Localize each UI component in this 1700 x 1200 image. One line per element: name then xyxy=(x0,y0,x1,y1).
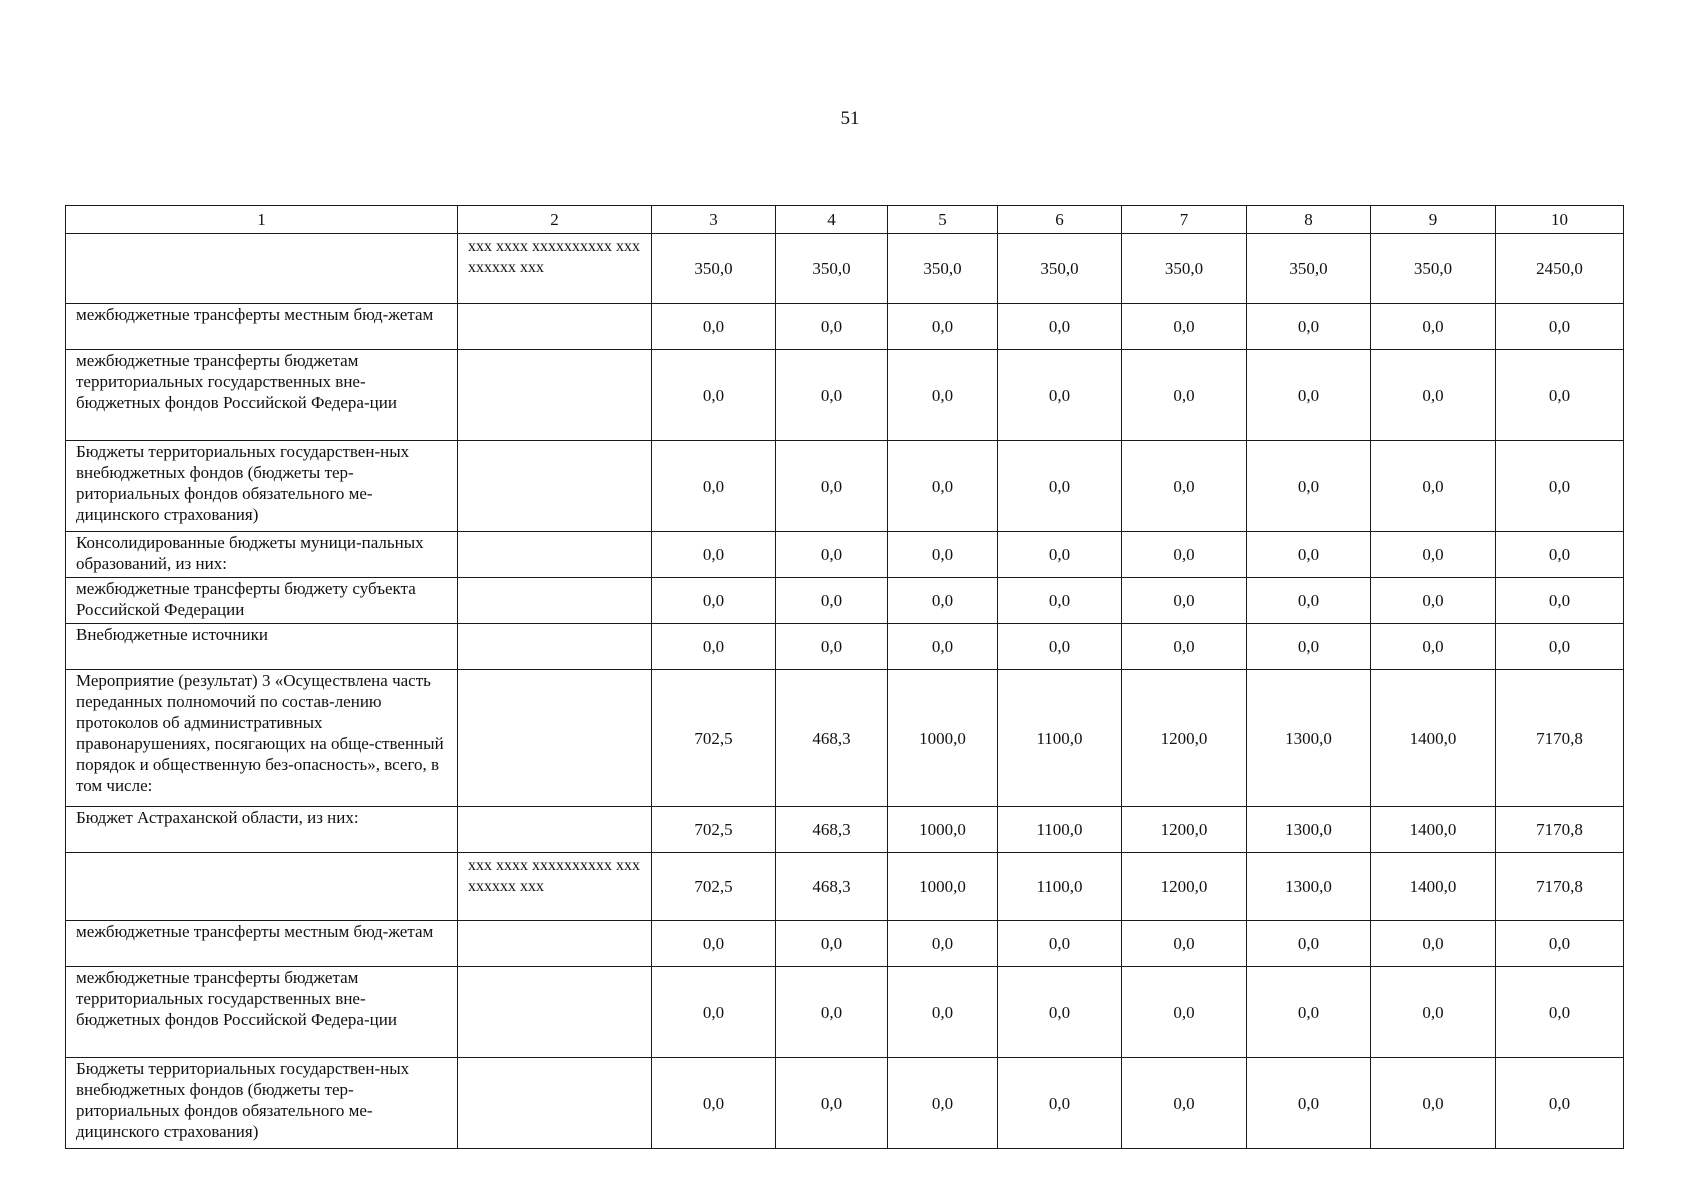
budget-code xyxy=(458,624,652,670)
total-cell: 0,0 xyxy=(1496,921,1624,967)
value-cell: 0,0 xyxy=(888,441,998,532)
total-cell: 0,0 xyxy=(1496,441,1624,532)
row-name: Бюджеты территориальных государствен-ных внебюджетных фондов (бюджеты тер-риториальных фондов обязательного ме-дицинского страхования) xyxy=(66,1058,458,1149)
value-cell: 0,0 xyxy=(888,350,998,441)
budget-code xyxy=(458,967,652,1058)
value-cell: 0,0 xyxy=(1122,1058,1247,1149)
value-cell: 0,0 xyxy=(1122,304,1247,350)
value-cell: 1300,0 xyxy=(1247,853,1371,921)
total-cell: 2450,0 xyxy=(1496,234,1624,304)
value-cell: 0,0 xyxy=(1247,441,1371,532)
value-cell: 0,0 xyxy=(1122,624,1247,670)
value-cell: 0,0 xyxy=(998,967,1122,1058)
value-cell: 0,0 xyxy=(776,578,888,624)
row-name: Бюджеты территориальных государствен-ных внебюджетных фондов (бюджеты тер-риториальных фондов обязательного ме-дицинского страхования) xyxy=(66,441,458,532)
value-cell: 1200,0 xyxy=(1122,670,1247,807)
budget-code xyxy=(458,350,652,441)
value-cell: 350,0 xyxy=(998,234,1122,304)
table-row xyxy=(66,921,1624,967)
value-cell: 0,0 xyxy=(998,304,1122,350)
value-cell: 350,0 xyxy=(1371,234,1496,304)
table-row xyxy=(66,1058,1624,1149)
value-cell: 0,0 xyxy=(1371,921,1496,967)
value-cell: 1400,0 xyxy=(1371,807,1496,853)
value-cell: 0,0 xyxy=(998,624,1122,670)
budget-code xyxy=(458,304,652,350)
value-cell: 468,3 xyxy=(776,807,888,853)
table-row xyxy=(66,670,1624,807)
column-header: 9 xyxy=(1371,206,1496,234)
column-header: 2 xyxy=(458,206,652,234)
value-cell: 0,0 xyxy=(652,967,776,1058)
budget-code xyxy=(458,670,652,807)
total-cell: 0,0 xyxy=(1496,624,1624,670)
budget-code xyxy=(458,532,652,578)
total-cell: 0,0 xyxy=(1496,1058,1624,1149)
value-cell: 468,3 xyxy=(776,670,888,807)
value-cell: 0,0 xyxy=(998,441,1122,532)
value-cell: 0,0 xyxy=(1122,967,1247,1058)
table-row xyxy=(66,967,1624,1058)
value-cell: 0,0 xyxy=(1247,532,1371,578)
budget-table xyxy=(65,205,1624,1149)
value-cell: 1400,0 xyxy=(1371,853,1496,921)
value-cell: 0,0 xyxy=(776,1058,888,1149)
value-cell: 0,0 xyxy=(1371,304,1496,350)
value-cell: 0,0 xyxy=(888,921,998,967)
value-cell: 1100,0 xyxy=(998,807,1122,853)
value-cell: 0,0 xyxy=(652,304,776,350)
column-header: 8 xyxy=(1247,206,1371,234)
value-cell: 0,0 xyxy=(1122,350,1247,441)
value-cell: 0,0 xyxy=(1371,532,1496,578)
value-cell: 0,0 xyxy=(888,578,998,624)
table-row xyxy=(66,350,1624,441)
row-name: межбюджетные трансферты бюджетам территориальных государственных вне-бюджетных фондов Российской Федера-ции xyxy=(66,967,458,1058)
table-row xyxy=(66,532,1624,578)
value-cell: 350,0 xyxy=(1247,234,1371,304)
column-header: 1 xyxy=(66,206,458,234)
value-cell: 1300,0 xyxy=(1247,670,1371,807)
value-cell: 0,0 xyxy=(888,1058,998,1149)
value-cell: 0,0 xyxy=(1371,441,1496,532)
column-header: 6 xyxy=(998,206,1122,234)
value-cell: 0,0 xyxy=(998,532,1122,578)
total-cell: 7170,8 xyxy=(1496,853,1624,921)
value-cell: 0,0 xyxy=(888,967,998,1058)
table-row xyxy=(66,853,1624,921)
value-cell: 0,0 xyxy=(998,921,1122,967)
value-cell: 0,0 xyxy=(776,350,888,441)
value-cell: 0,0 xyxy=(776,921,888,967)
table-row xyxy=(66,578,1624,624)
column-header: 10 xyxy=(1496,206,1624,234)
total-cell: 0,0 xyxy=(1496,532,1624,578)
value-cell: 350,0 xyxy=(888,234,998,304)
value-cell: 0,0 xyxy=(652,921,776,967)
total-cell: 7170,8 xyxy=(1496,807,1624,853)
value-cell: 468,3 xyxy=(776,853,888,921)
value-cell: 0,0 xyxy=(652,441,776,532)
value-cell: 1300,0 xyxy=(1247,807,1371,853)
budget-code: xxx xxxx xxxxxxxxxx xxx xxxxxx xxx xyxy=(458,234,652,304)
value-cell: 0,0 xyxy=(888,624,998,670)
value-cell: 0,0 xyxy=(998,350,1122,441)
value-cell: 0,0 xyxy=(1371,1058,1496,1149)
value-cell: 0,0 xyxy=(652,1058,776,1149)
value-cell: 702,5 xyxy=(652,853,776,921)
value-cell: 0,0 xyxy=(776,624,888,670)
table-row xyxy=(66,441,1624,532)
value-cell: 0,0 xyxy=(1247,624,1371,670)
value-cell: 0,0 xyxy=(1247,578,1371,624)
value-cell: 1400,0 xyxy=(1371,670,1496,807)
total-cell: 0,0 xyxy=(1496,350,1624,441)
value-cell: 0,0 xyxy=(776,532,888,578)
table-row xyxy=(66,807,1624,853)
value-cell: 0,0 xyxy=(1247,967,1371,1058)
value-cell: 0,0 xyxy=(776,441,888,532)
value-cell: 0,0 xyxy=(1371,578,1496,624)
value-cell: 702,5 xyxy=(652,670,776,807)
value-cell: 0,0 xyxy=(1371,350,1496,441)
value-cell: 702,5 xyxy=(652,807,776,853)
row-name xyxy=(66,853,458,921)
total-cell: 0,0 xyxy=(1496,967,1624,1058)
value-cell: 0,0 xyxy=(1122,578,1247,624)
value-cell: 0,0 xyxy=(652,350,776,441)
value-cell: 0,0 xyxy=(1247,1058,1371,1149)
value-cell: 1000,0 xyxy=(888,670,998,807)
value-cell: 0,0 xyxy=(998,578,1122,624)
table-row xyxy=(66,624,1624,670)
value-cell: 0,0 xyxy=(1122,532,1247,578)
value-cell: 0,0 xyxy=(776,304,888,350)
value-cell: 350,0 xyxy=(776,234,888,304)
budget-code: xxx xxxx xxxxxxxxxx xxx xxxxxx xxx xyxy=(458,853,652,921)
total-cell: 0,0 xyxy=(1496,578,1624,624)
value-cell: 0,0 xyxy=(776,967,888,1058)
value-cell: 1100,0 xyxy=(998,853,1122,921)
budget-code xyxy=(458,921,652,967)
budget-code xyxy=(458,441,652,532)
value-cell: 0,0 xyxy=(1247,350,1371,441)
row-name: Внебюджетные источники xyxy=(66,624,458,670)
value-cell: 0,0 xyxy=(1371,624,1496,670)
table-row xyxy=(66,234,1624,304)
row-name: Мероприятие (результат) 3 «Осуществлена часть переданных полномочий по состав-лению протоколов об административных правонарушениях, посягающих на обще-ственный порядок и общественную без-опасность», всего, в том числе: xyxy=(66,670,458,807)
value-cell: 0,0 xyxy=(652,624,776,670)
total-cell: 7170,8 xyxy=(1496,670,1624,807)
budget-code xyxy=(458,1058,652,1149)
row-name: Бюджет Астраханской области, из них: xyxy=(66,807,458,853)
value-cell: 350,0 xyxy=(1122,234,1247,304)
value-cell: 0,0 xyxy=(1122,921,1247,967)
value-cell: 0,0 xyxy=(1247,921,1371,967)
page-number: 51 xyxy=(840,108,860,129)
row-name: межбюджетные трансферты бюджету субъекта Российской Федерации xyxy=(66,578,458,624)
row-name: межбюджетные трансферты местным бюд-жетам xyxy=(66,304,458,350)
value-cell: 0,0 xyxy=(998,1058,1122,1149)
table-row xyxy=(66,304,1624,350)
column-header: 3 xyxy=(652,206,776,234)
column-header: 7 xyxy=(1122,206,1247,234)
value-cell: 350,0 xyxy=(652,234,776,304)
row-name: Консолидированные бюджеты муници-пальных образований, из них: xyxy=(66,532,458,578)
value-cell: 0,0 xyxy=(652,578,776,624)
row-name xyxy=(66,234,458,304)
value-cell: 0,0 xyxy=(652,532,776,578)
value-cell: 1200,0 xyxy=(1122,807,1247,853)
column-header: 5 xyxy=(888,206,998,234)
budget-code xyxy=(458,578,652,624)
value-cell: 0,0 xyxy=(888,304,998,350)
row-name: межбюджетные трансферты бюджетам территориальных государственных вне-бюджетных фондов Российской Федера-ции xyxy=(66,350,458,441)
row-name: межбюджетные трансферты местным бюд-жетам xyxy=(66,921,458,967)
total-cell: 0,0 xyxy=(1496,304,1624,350)
value-cell: 0,0 xyxy=(1247,304,1371,350)
value-cell: 1100,0 xyxy=(998,670,1122,807)
budget-code xyxy=(458,807,652,853)
value-cell: 0,0 xyxy=(1371,967,1496,1058)
header-row xyxy=(66,206,1624,234)
column-header: 4 xyxy=(776,206,888,234)
value-cell: 0,0 xyxy=(888,532,998,578)
value-cell: 1000,0 xyxy=(888,853,998,921)
value-cell: 0,0 xyxy=(1122,441,1247,532)
value-cell: 1200,0 xyxy=(1122,853,1247,921)
value-cell: 1000,0 xyxy=(888,807,998,853)
